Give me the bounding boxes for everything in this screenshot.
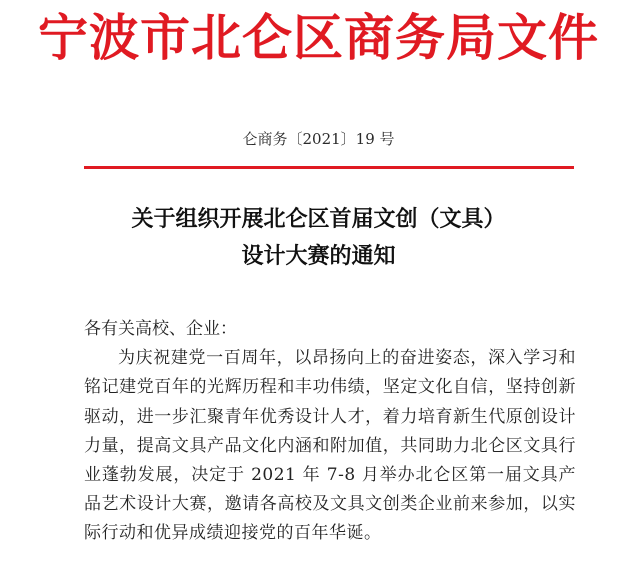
red-divider-line xyxy=(84,166,574,169)
document-title xyxy=(0,201,637,275)
salutation: 各有关高校、企业： xyxy=(84,319,237,339)
body-paragraph: 为庆祝建党一百周年，以昂扬向上的奋进姿态，深入学习和铭记建党百年的光辉历程和丰功伟绩，坚定文化自信，坚持创新驱动，进一步汇聚青年优秀设计人才，着力培育新生代原创设计力量，提高文具产品文化内涵和附加值，共同助力北仑区文具行业蓬勃发展，决定于 2021 年 7-8 月举办北仑区第一届文具产品艺术设计大赛，邀请各高校及文具文创类企业前来参加，以实际行动和优异成绩迎接党的百年华诞。 xyxy=(84,348,576,544)
document-body xyxy=(84,315,576,549)
title-line-1: 关于组织开展北仑区首届文创（文具） xyxy=(131,207,506,232)
title-line-2: 设计大赛的通知 xyxy=(241,244,396,269)
issuer-masthead: 宁波市北仑区商务局文件 xyxy=(38,9,599,67)
document-number: 仑商务〔2021〕19 号 xyxy=(242,130,395,148)
